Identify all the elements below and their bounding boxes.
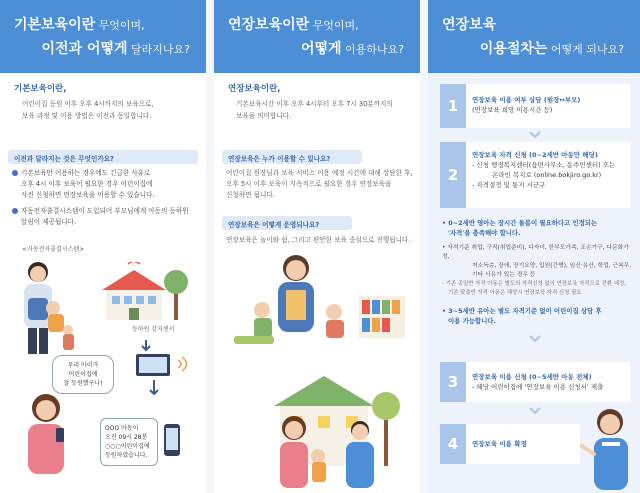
sensor-label: 등하원 감지센서	[132, 326, 175, 333]
panel2-title-l2: 어떻게	[300, 41, 342, 57]
step-number: 3	[440, 362, 466, 402]
bullet-line: 자동전자출결시스템이 도입되어 부모님에게 아동의 등하원	[21, 207, 189, 215]
panel-basic-care	[0, 0, 206, 493]
panel1-intro	[22, 98, 153, 122]
attendance-message	[100, 418, 158, 466]
panel1-header	[0, 0, 206, 73]
panel1-intro-line: 보육 과정 및 이용 방법은 이전과 동일합니다.	[22, 112, 152, 120]
panel2-how-title: 연장보육은 어떻게 운영되나요?	[222, 216, 352, 230]
panel1-bullet-2	[12, 206, 189, 228]
bubble-line: 우리 아이가	[67, 362, 99, 369]
step-line: (연장보육 희망 이용시간 등)	[472, 106, 553, 114]
how-line: 연장보육은 놀이와 쉼, 그리고 편안한 보육 중심으로 진행됩니다.	[226, 236, 411, 244]
panel-procedure	[428, 0, 640, 493]
infant-requirement	[442, 218, 636, 238]
step-2-text	[472, 150, 626, 190]
step-line: - 자격결정 및 통지 시군구	[472, 181, 546, 189]
attendance-terminal-illustration	[134, 340, 194, 400]
bullet-line: 사전 신청하면 연장보육을 이용할 수 있습니다.	[21, 191, 155, 199]
panel3-title-l2-small: 어떻게 되나요?	[547, 43, 624, 56]
panel1-diff-title: 이전과 달라지는 것은 무엇인가요?	[8, 150, 198, 164]
note-line: • 0~2세반 영아는 장시간 돌봄이 필요하다고 인정되는	[442, 219, 598, 227]
note-line: 저소득층, 장애, 장기요양, 입원(간병), 임신·유산, 학업, 근복무,	[472, 263, 632, 269]
chevron-down-icon	[528, 130, 542, 140]
panel2-who-text	[226, 168, 413, 201]
message-line: 등원하였습니다.	[105, 452, 148, 459]
bullet-dot-icon	[12, 170, 18, 176]
teacher-playing-with-children-illustration	[234, 250, 414, 350]
who-line: 어린이집 원장님과 보육 서비스 이용 예정 시간에 대해 상담한 후,	[226, 169, 413, 177]
panel2-intro-line: 기본보육시간 이후 오후 4시부터 오후 7시 30분까지의	[236, 100, 393, 108]
message-line: ○○○어린이집에	[105, 443, 150, 450]
message-line: 오전 09시 28분	[105, 434, 148, 441]
panel1-title-l2-small: 달라지나요?	[127, 43, 190, 56]
step-line: - 해당 어린이집에 '연장보육 이용 신청서' 제출	[472, 383, 604, 391]
panel1-title-l2: 이전과 어떻게	[41, 41, 128, 57]
step-4	[440, 424, 580, 464]
step-line: 연장보육 자격 신청 (0~2세반 아동만 해당)	[472, 151, 598, 159]
mother-with-phone-illustration	[18, 390, 78, 490]
step-4-text	[472, 439, 576, 449]
panel2-title-l2-small: 이용하나요?	[341, 43, 404, 56]
panel1-title-l1-small: 무엇이며,	[95, 19, 145, 32]
note-line: • 3~5세반 유아는 별도 자격기준 없이 어린이집 상담 후	[442, 307, 602, 315]
step-2	[440, 142, 630, 208]
panel-extended-care	[214, 0, 420, 493]
evening-pickup-illustration	[234, 356, 414, 490]
note-line: 기타 사유가 있는 경우 등	[472, 272, 536, 278]
message-line: OOO 아동이	[105, 425, 139, 432]
bubble-line: 어린이집에	[68, 371, 98, 378]
step-line: 연장보육 이용 확정	[472, 440, 527, 448]
step-1	[440, 84, 630, 128]
step-3-text	[472, 372, 626, 392]
note-line: • 자격기준 취업, 구직(취업준비), 다자녀, 한부모가족, 조손가구, 다문화가정,	[442, 245, 629, 260]
chevron-down-icon	[528, 334, 542, 344]
step-3	[440, 362, 630, 402]
bullet-line: 기본보육만 이용하는 경우에도 긴급한 사유로	[21, 169, 151, 177]
step-line: 온라인 복지로 (online.bokjiro.go.kr)	[492, 171, 602, 179]
panel1-bullet-1	[12, 168, 155, 201]
panel2-intro	[236, 98, 393, 122]
note-line: - 기존 종일반 자격 아동은 별도의 자격신청 없이 연장보육 자격으로 전환 예정,	[442, 281, 626, 287]
panel1-section-title: 기본보육이란,	[14, 84, 67, 94]
panel3-header	[428, 0, 640, 73]
note-line: '자격'을 충족해야 합니다.	[448, 229, 521, 237]
bullet-line: 알림이 제공됩니다.	[21, 218, 77, 226]
bullet-line: 오후 4시 이후 보육이 필요한 경우 어린이집에	[21, 180, 153, 188]
teacher-pointing-illustration	[578, 406, 638, 492]
panel2-how-text	[226, 234, 410, 246]
qualification-criteria	[442, 244, 636, 280]
panel2-title-l1-small: 무엇이며,	[309, 19, 359, 32]
panel2-header	[214, 0, 420, 73]
step-line: 연장보육 이용 신청 (0~5세반 아동 전체)	[472, 373, 592, 381]
phone-icon	[162, 422, 182, 458]
parent-with-child-illustration	[8, 258, 78, 358]
chevron-down-icon	[528, 406, 542, 416]
step-number: 2	[440, 142, 466, 208]
panel3-title-l1: 연장보육	[442, 17, 497, 33]
panel1-title-l1: 기본보육이란	[14, 17, 96, 33]
panel1-intro-line: 어린이집 등원 이후 오후 4시까지의 보육으로,	[22, 100, 154, 108]
bullet-dot-icon	[12, 208, 18, 214]
panel2-section-title: 연장보육이란,	[228, 84, 281, 94]
step-line: 연장보육 이용 여부 상담 (원장↔부모)	[472, 96, 581, 104]
step-line: - 신청 행정복지센터(읍면사무소, 동주민센터) 또는	[472, 161, 616, 169]
transition-note	[442, 280, 636, 298]
panel2-who-title: 연장보육은 누가 이용할 수 있나요?	[222, 150, 362, 164]
step-1-text	[472, 95, 626, 115]
who-line: 오후 5시 이후 보육이 지속적으로 필요한 경우 연장보육을	[226, 180, 392, 188]
system-caption: <자동전자출결시스템>	[22, 246, 85, 253]
step-number: 1	[440, 84, 466, 128]
panel3-title-l2: 이용절차는	[479, 41, 548, 57]
bubble-line: 잘 등원했구나!	[63, 380, 103, 387]
daycare-building-illustration	[92, 262, 192, 322]
panel2-title-l1: 연장보육이란	[228, 17, 310, 33]
note-line: 기존 맞춤반 자격 아동은 해당시 연장보육 자격 신청 필요	[448, 290, 582, 296]
who-line: 신청하면 됩니다.	[226, 191, 275, 199]
step-number: 4	[440, 424, 466, 464]
preschool-note	[442, 306, 636, 326]
panel2-intro-line: 보육을 의미합니다.	[236, 112, 292, 120]
parent-speech-bubble	[52, 355, 114, 394]
note-line: 이용 가능합니다.	[448, 317, 496, 325]
